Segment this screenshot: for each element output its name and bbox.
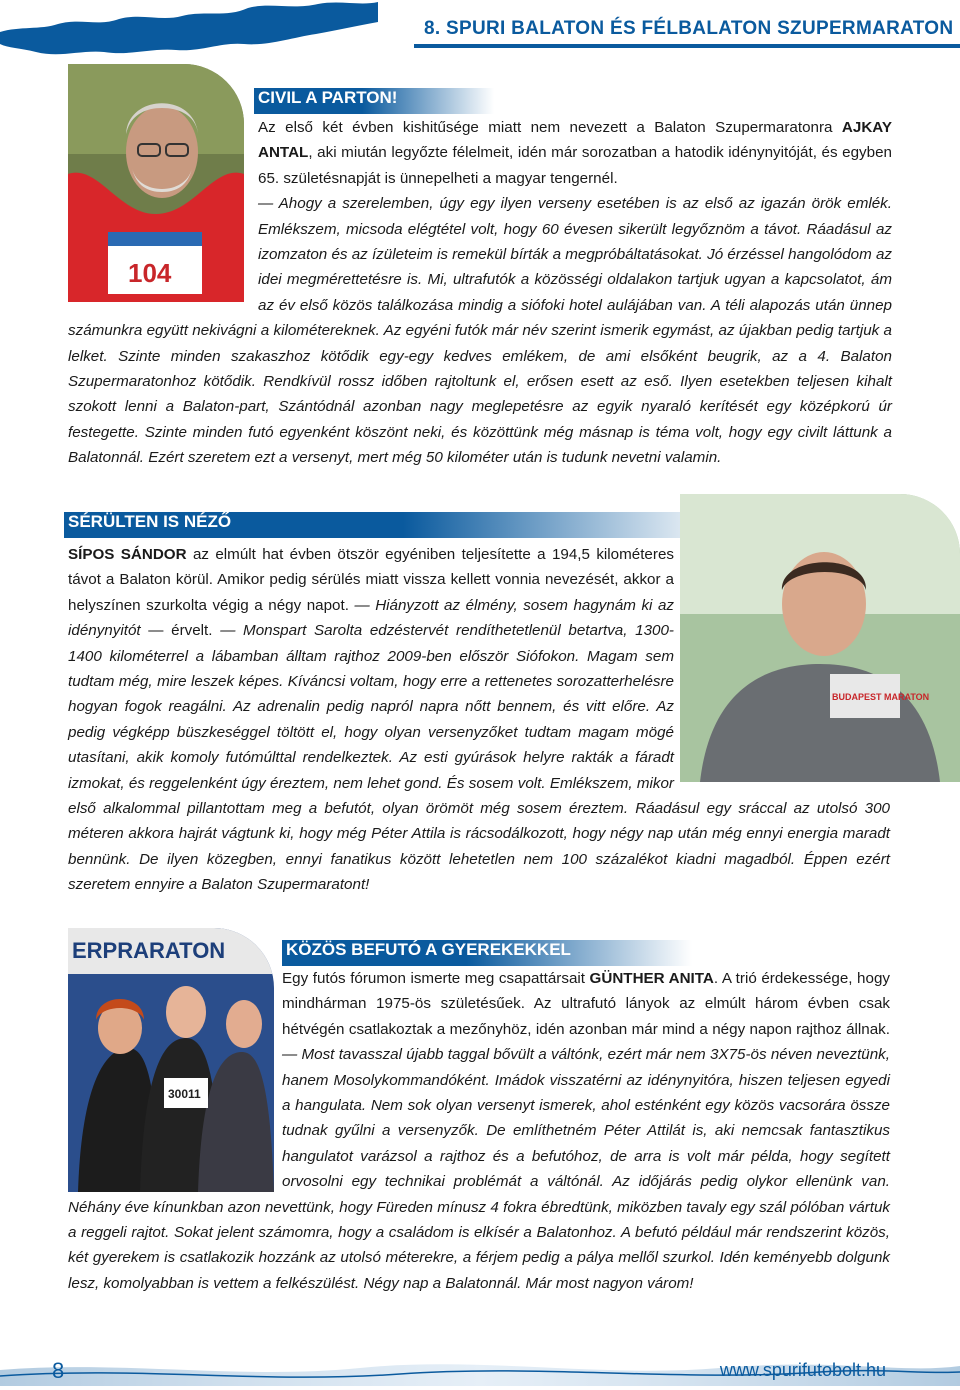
header-rule (414, 44, 960, 48)
section2-body: SÍPOS SÁNDOR az elmúlt hat évben ötször egyéniben teljesítette a 194,5 kilométeres távot a Balaton körül. Amikor pedig sérülés miatt vissza kellett vonnia nevezését, akkor a helyszínen szurkolta végig a négy napot. — Hiányzott az élmény, sosem hagynám ki az idénynyitót — érvelt. — Monspart Sarolta edzéstervét rendíthetetlenül betartva, 1300-1400 kilométerrel a lábamban álltam rajthoz 2009-ben először Siófokon. Magam sem tudtam még, mire leszek képes. Kíváncsi voltam, hogy erre a rettenetes sorozatterhelésre hogyan fogok reagálni. Az adrenalin pedig napról napra nőtt bennem, és vitt előre. Az pedig végképp büszkeséggel töltött el, hogy olyan versenyzőket tudtam magam mögé utasítani, akik komoly futómúlttal rendelkeztek. Az esti gyúrások helyre rakták a fáradt izmokat, és reggelenként úgy éreztem, nem lehet gond. És sosem volt. Emlékszem, mikor első alkalommal pillantottam meg a befutót, olyan örömöt még sosem éreztem. Ráadásul egy sráccal az utolsó 300 méteren akkora hajrát vágtunk ki, hogy még Péter Attila is rácsodálkozott, hogy négy nap után még ennyi energia maradt bennünk. De ilyen közegben, ennyi fanatikus között lehetetlen nem 100 százalékot kiadni magadból. Éppen ezért szeretem ennyire a Balaton Szupermaratont! (68, 542, 890, 898)
photo-wrap-spacer (68, 966, 282, 1192)
section-heading-serulten: SÉRÜLTEN IS NÉZŐ (64, 512, 680, 538)
balaton-lake-logo (0, 0, 380, 70)
quote-sipos: — Monspart Sarolta edzéstervét rendíthetetlenül betartva, 1300-1400 kilométerrel a lábamban álltam rajthoz 2009-ben először Siófokon. Magam sem tudtam még, mire leszek képes. Kíváncsi voltam, hogy erre a rettenetes sorozatterhelésre hogyan fogok reagálni. Az adrenalin pedig napról napra nőtt bennem, és vitt előre. Az pedig végképp büszkeséggel töltött el, hogy olyan versenyzőket tudtam magam mögé utasítani, akik komoly futómúlttal rendelkeztek. Az esti gyúrások helyre rakták a fáradt izmokat, és reggelenként úgy éreztem, nem lehet gond. És sosem volt. Emlékszem, mikor első alkalommal pillantottam meg a befutót, olyan örömöt még sosem éreztem. Ráadásul egy sráccal az utolsó 300 méteren akkora hajrát vágtunk ki, hogy még Péter Attila is rácsodálkozott, hogy négy nap után még ennyi energia maradt bennünk. De ilyen közegben, ennyi fanatikus között lehetetlen nem 100 százalékot kiadni magadból. Éppen ezért szeretem ennyire a Balaton Szupermaratont! (68, 622, 890, 894)
photo-wrap-spacer (68, 115, 258, 313)
runner-name-sipos: SÍPOS SÁNDOR (68, 546, 187, 563)
section1-body: Az első két évben kishitűsége miatt nem nevezett a Balaton Szupermaratonra AJKAY ANTAL, aki miután legyőzte félelmeit, idén már sorozatban a hatodik idénynyitóját, és egyben 65. születésnapját is ünnepelheti a magyar tengernél. — Ahogy a szerelemben, úgy egy ilyen verseny esetében is az első az igazán örök emlék. Emlékszem, micsoda elégtétel volt, hogy 60 évesen sikerült legyőznöm a távot. Ráadásul az izomzaton és az ízületeim is remekül bírták a megpróbáltatásokat. Jó érzéssel hangolódom az idei megmérettetésre is. Mi, ultrafutók a közösségi oldalakon tartjuk ugyan a kapcsolatot, ám az év első közös találkozása mindig a siófoki hotel aulájában van. A téli alapozás után ünnep számunkra együtt nekivágni a kilométereknek. Az egyéni futók már név szerint ismerik egymást, az újakban pedig tartjuk a lelket. Szinte minden szakaszhoz kötődik egy-egy kedves emlékem, de ami elsőként beugrik, az a 4. Balaton Szupermaratonhoz kötődik. Rendkívül rossz időben rajtoltunk el, erősen esett az eső. Ilyen esetekben teljesen kihalt szokott lenni a Balaton-part, Szántódnál azonban nagy meglepetésre az egyik nyaraló kerítését egy középkorú úr festegette. Szinte minden futó egyenként köszönt neki, és közöttünk még másnap is téma volt, hogy egy civilt láttunk a Balatonnál. Ezért szeretem ezt a versenyt, mert még 50 kilométer után is tudunk nevetni valamin. (68, 115, 892, 471)
header-title: 8. SPURI BALATON ÉS FÉLBALATON SZUPERMARATON (414, 14, 960, 44)
quote-ajkay: — Ahogy a szerelemben, úgy egy ilyen verseny esetében is az első az igazán örök emlék. Emlékszem, micsoda elégtétel volt, hogy 60 évesen sikerült legyőznöm a távot. Ráadásul az izomzaton és az ízületeim is remekül bírták a megpróbáltatásokat. Jó érzéssel hangolódom az idei megmérettetésre is. Mi, ultrafutók a közösségi oldalakon tartjuk ugyan a kapcsolatot, ám az év első közös találkozása mindig a siófoki hotel aulájában van. A téli alapozás után ünnep számunkra együtt nekivágni a kilométereknek. Az egyéni futók már név szerint ismerik egymást, az újakban pedig tartjuk a lelket. Szinte minden szakaszhoz kötődik egy-egy kedves emlékem, de ami elsőként beugrik, az a 4. Balaton Szupermaratonhoz kötődik. Rendkívül rossz időben rajtoltunk el, erősen esett az eső. Ilyen esetekben teljesen kihalt szokott lenni a Balaton-part, Szántódnál azonban nagy meglepetésre az egyik nyaraló kerítését egy középkorú úr festegette. Szinte minden futó egyenként köszönt neki, és közöttünk még másnap is téma volt, hogy egy civilt láttunk a Balatonnál. Ezért szeretem ezt a versenyt, mert még 50 kilométer után is tudunk nevetni valamin. (68, 195, 892, 467)
section-heading-kozos: KÖZÖS BEFUTÓ A GYEREKEKKEL (282, 940, 692, 966)
quote-gunther: — Most tavasszal újabb taggal bővült a váltónk, ezért már nem 3X75-ös néven neveztünk, hanem Mosolykommandóként. Imádok visszatérni az idénynyitóra, hiszen teljesen egyedi a hangulata. Nem sok olyan versenyt ismerek, ahol esténként egy közös vacsorára össze tudnak gyűlni a versenyzők. De említhetném Péter Attilát is, aki nemcsak fantasztikus hangulatot varázsol a rajthoz és a befutóhoz, de arra is volt már példa, hogy segített orvosolni egy technikai problémát a váltónál. Az időjárás pedig olykor ellenünk van. Néhány éve kínunkban azon nevettünk, hogy Füreden mínusz 4 fokra ébredtünk, miközben tavaly egy szál pólóban vártuk a reggeli rajtot. Sokat jelent számomra, hogy a családom is elkísér a Balatonhoz. A befutó például már rendszerint közös, két gyerekem is csatlakozik hozzánk az utolsó méterekre, a férjem pedig a pálya mellől szurkol. Idén keményebb dolgunk lesz, komolyabban is vettem a felkészülést. Négy nap a Balatonnál. Már most nagyon várom! (68, 1046, 890, 1292)
bib-number: 104 (128, 258, 172, 288)
shirt-text: BUDAPEST MARATON (832, 692, 930, 702)
bib-number: 30011 (168, 1087, 201, 1101)
banner-text: ERPRARATON (72, 938, 226, 963)
footer-url[interactable]: www.spurifutobolt.hu (719, 1360, 886, 1380)
page-number: 8 (52, 1358, 65, 1383)
section3-body: Egy futós fórumon ismerte meg csapattársait GÜNTHER ANITA. A trió érdekessége, hogy mindhárman 1975-ös születésűek. Az ultrafutó lányok az elmúlt három évben csak hétvégén csatlakoztak a mezőnyhöz, idén azonban már mind a négy napon rajthoz állnak. — Most tavasszal újabb taggal bővült a váltónk, ezért már nem 3X75-ös néven neveztünk, hanem Mosolykommandóként. Imádok visszatérni az idénynyitóra, hiszen teljesen egyedi a hangulata. Nem sok olyan versenyt ismerek, ahol esténként egy közös vacsorára össze tudnak gyűlni a versenyzők. De említhetném Péter Attilát is, aki nemcsak fantasztikus hangulatot varázsol a rajthoz és a befutóhoz, de arra is volt már példa, hogy segített orvosolni egy technikai problémát a váltónál. Az időjárás pedig olykor ellenünk van. Néhány éve kínunkban azon nevettünk, hogy Füreden mínusz 4 fokra ébredtünk, miközben tavaly egy szál pólóban vártuk a reggeli rajtot. Sokat jelent számomra, hogy a családom is elkísér a Balatonhoz. A befutó például már rendszerint közös, két gyerekem is csatlakozik hozzánk az utolsó méterekre, a férjem pedig a pálya mellől szurkol. Idén keményebb dolgunk lesz, komolyabban is vettem a felkészülést. Négy nap a Balatonnál. Már most nagyon várom! (68, 966, 890, 1296)
runner-name-ajkay: AJKAY ANTAL (258, 119, 892, 162)
photo-wrap-spacer (674, 542, 890, 788)
section-heading-civil: CIVIL A PARTON! (254, 88, 494, 114)
runner-name-gunther: GÜNTHER ANITA (589, 970, 714, 987)
